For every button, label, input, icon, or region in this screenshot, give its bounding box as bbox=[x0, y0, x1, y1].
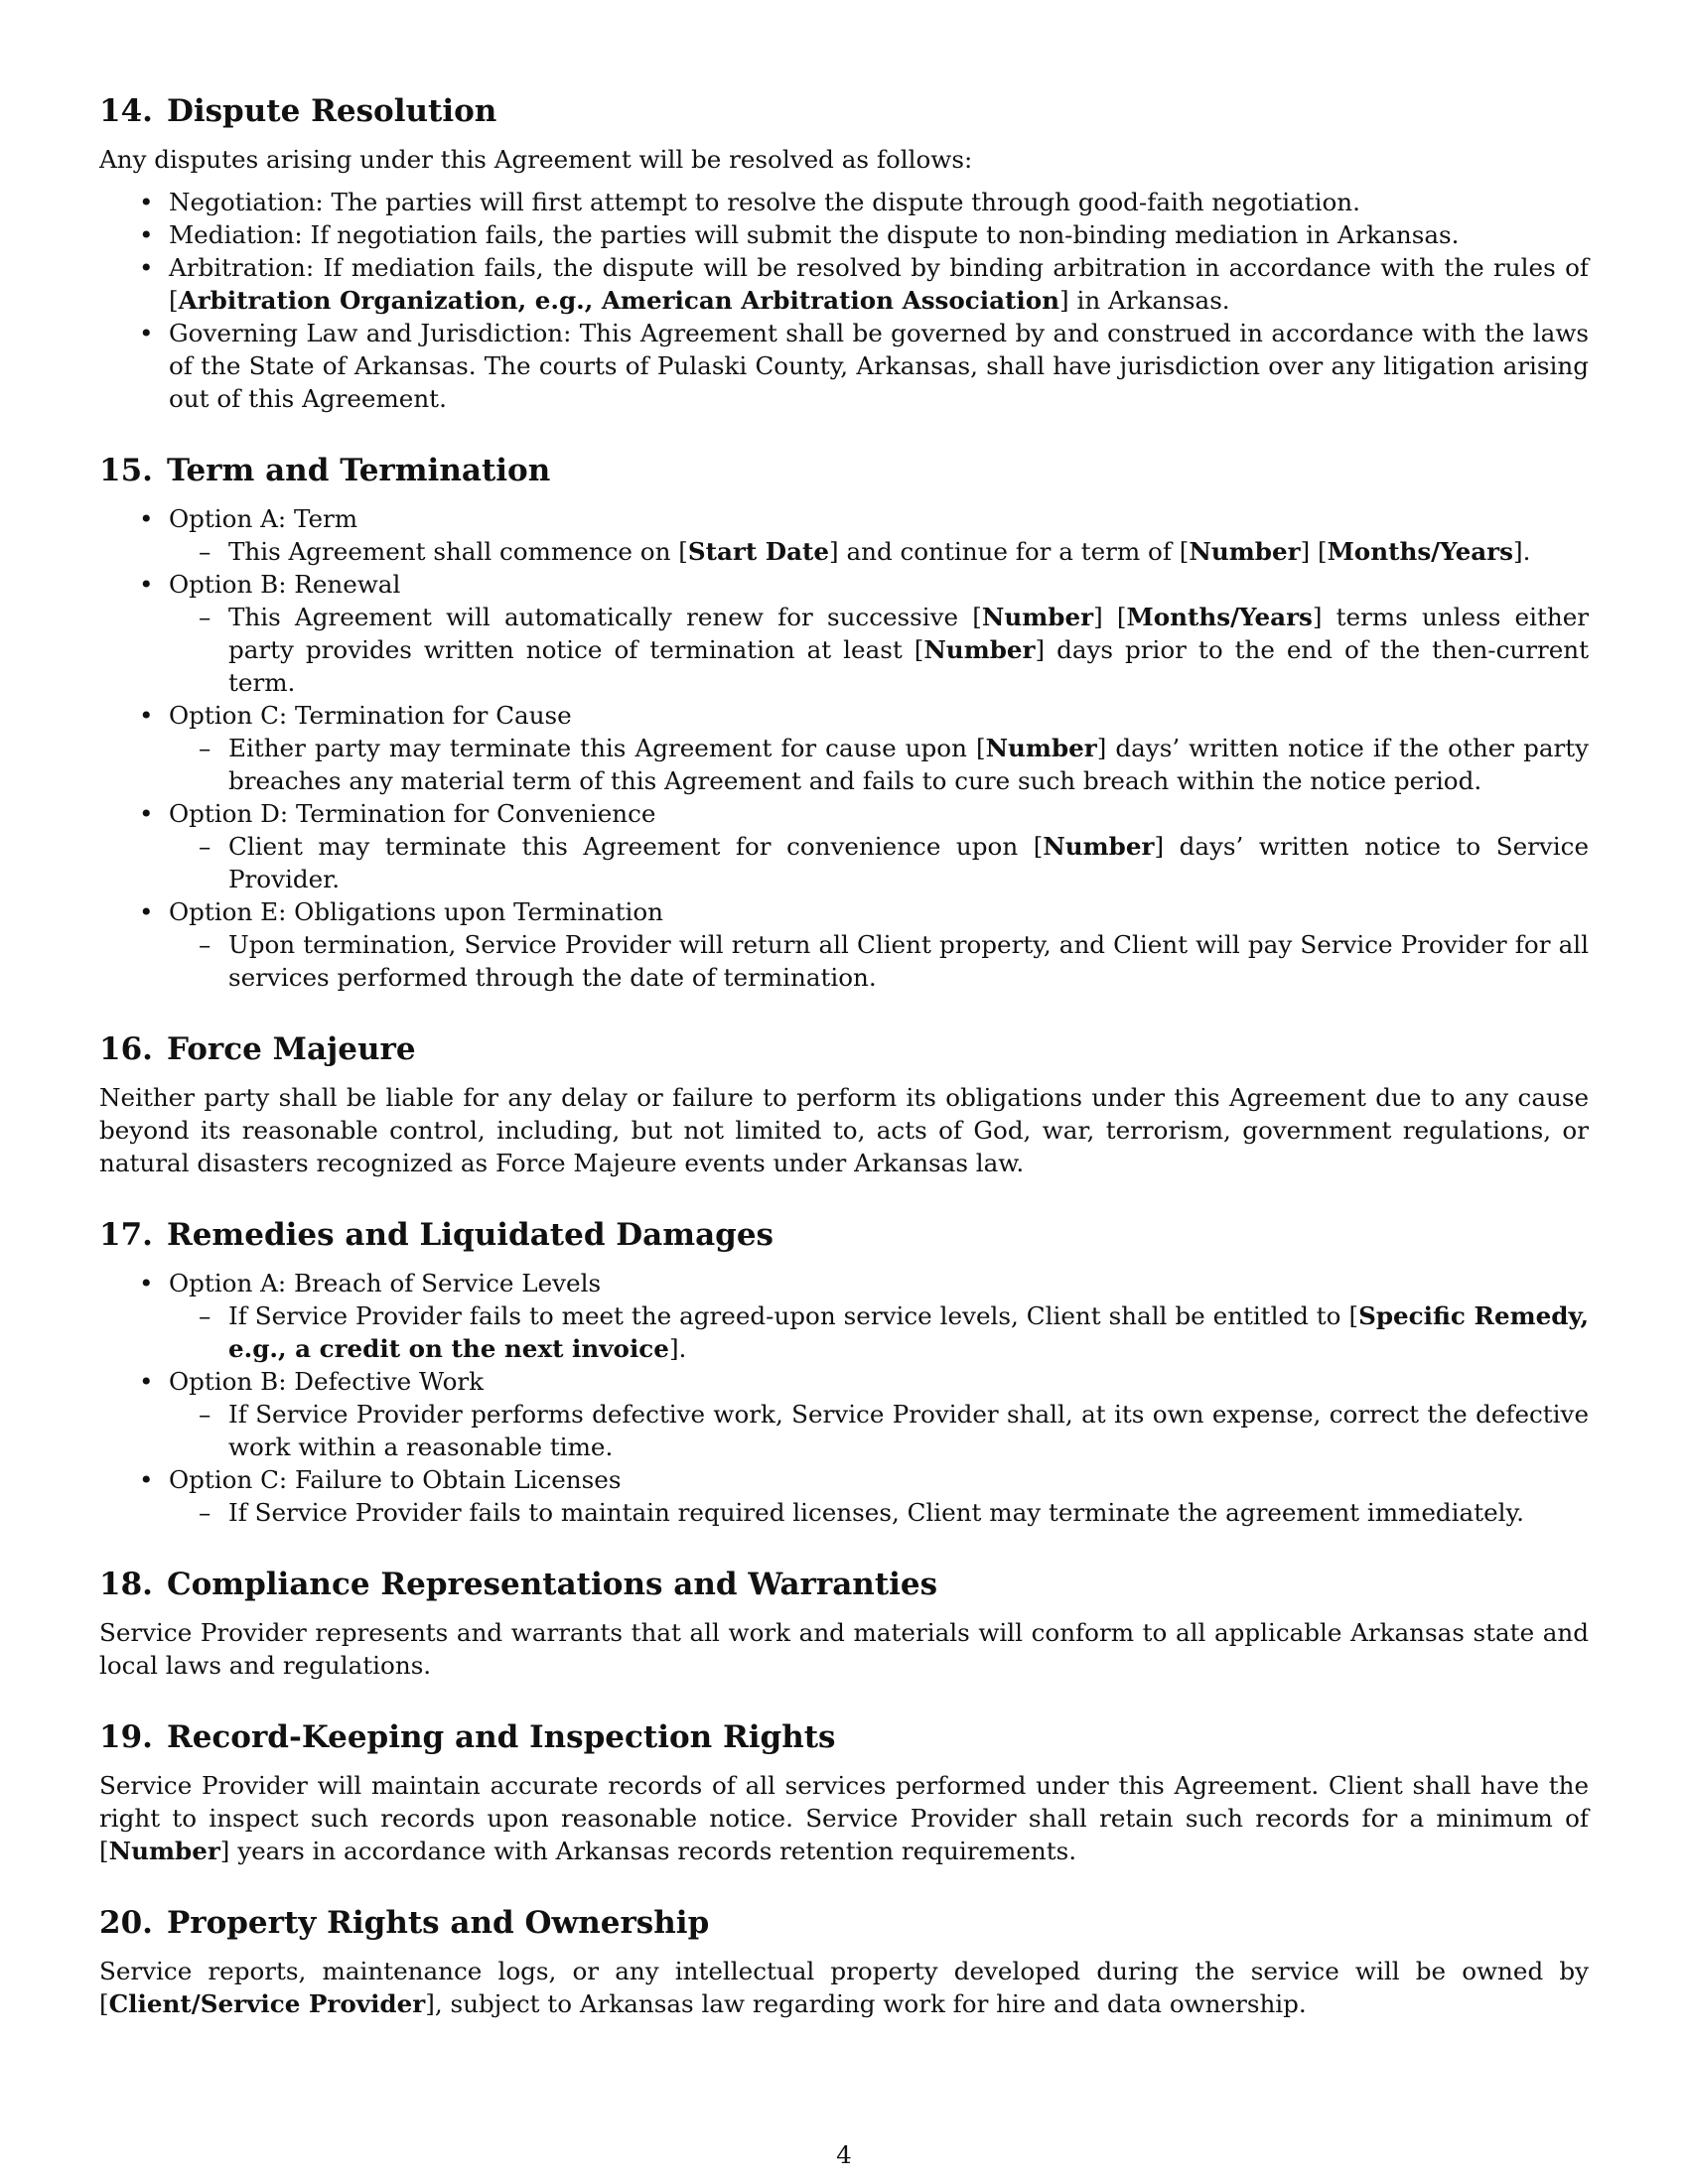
section-number: 14. bbox=[99, 93, 153, 129]
sub-list bbox=[169, 1398, 1589, 1463]
section-title: Term and Termination bbox=[166, 453, 551, 488]
item-text: ] [ bbox=[1093, 603, 1127, 631]
bullet-list bbox=[99, 502, 1589, 994]
option-item bbox=[99, 699, 1589, 797]
item-text: ] [ bbox=[1300, 537, 1328, 566]
placeholder-field: Number bbox=[981, 603, 1094, 631]
item-text: If Service Provider performs defective work, Service Provider shall, at its own expense, correct the defective work within a reasonable time. bbox=[228, 1400, 1589, 1461]
placeholder-field: Months/Years bbox=[1126, 603, 1313, 631]
section-number: 20. bbox=[99, 1905, 153, 1941]
section-record-keeping bbox=[99, 1717, 1589, 1867]
section-title: Dispute Resolution bbox=[166, 93, 497, 129]
sub-item bbox=[169, 732, 1589, 797]
item-text: ] in Arkansas. bbox=[1059, 286, 1230, 315]
section-title: Record-Keeping and Inspection Rights bbox=[166, 1719, 836, 1755]
option-label: Option E: Obligations upon Termination bbox=[169, 897, 663, 926]
section-force-majeure bbox=[99, 1029, 1589, 1179]
section-body: Service Provider represents and warrants that all work and materials will conform to all applicable Arkansas state and local laws and regulations. bbox=[99, 1618, 1589, 1680]
section-number: 18. bbox=[99, 1567, 153, 1602]
option-item bbox=[99, 1365, 1589, 1463]
option-label: Option A: Term bbox=[169, 504, 358, 533]
placeholder-field: Specific Remedy, e.g., a credit on the next invoice bbox=[228, 1301, 1589, 1363]
section-heading bbox=[99, 1717, 1589, 1757]
placeholder-field: Number bbox=[1189, 537, 1301, 566]
option-item bbox=[99, 1267, 1589, 1365]
option-label: Option B: Renewal bbox=[169, 570, 401, 599]
option-item bbox=[99, 895, 1589, 994]
item-text: ] days’ written notice if the other party breaches any material term of this Agreement and fails to cure such breach within the notice period. bbox=[228, 734, 1590, 795]
item-text: ] terms unless either party provides written notice of termination at least [ bbox=[228, 603, 1590, 664]
sub-list bbox=[169, 535, 1589, 568]
section-body bbox=[99, 1955, 1589, 2020]
section-term-termination bbox=[99, 451, 1589, 994]
option-label: Option C: Termination for Cause bbox=[169, 701, 572, 730]
bullet-list bbox=[99, 1267, 1589, 1529]
sub-list bbox=[169, 1496, 1589, 1529]
section-number: 16. bbox=[99, 1031, 153, 1067]
option-item bbox=[99, 1463, 1589, 1529]
bullet-list bbox=[99, 186, 1589, 415]
placeholder-field: Number bbox=[985, 734, 1097, 762]
option-item bbox=[99, 797, 1589, 895]
section-property-rights bbox=[99, 1903, 1589, 2020]
section-heading bbox=[99, 451, 1589, 490]
option-label: Option D: Termination for Convenience bbox=[169, 799, 656, 828]
body-text: Service reports, maintenance logs, or any intellectual property developed during the service will be owned by [ bbox=[99, 1957, 1589, 2018]
list-item: • Mediation: If negotiation fails, the parties will submit the dispute to non-binding mediation in Arkansas. bbox=[99, 218, 1589, 251]
item-text: If Service Provider fails to meet the agreed-upon service levels, Client shall be entitled to [ bbox=[228, 1301, 1359, 1330]
section-number: 15. bbox=[99, 453, 153, 488]
body-text: Service Provider will maintain accurate records of all services performed under this Agreement. Client shall have the right to inspect such records upon reasonable notice. Service Provider shall retain such records for a minimum of [ bbox=[99, 1771, 1589, 1865]
option-label: Option B: Defective Work bbox=[169, 1367, 485, 1396]
item-text: This Agreement shall commence on [ bbox=[228, 537, 688, 566]
section-compliance bbox=[99, 1565, 1589, 1682]
list-item bbox=[99, 251, 1589, 317]
section-heading bbox=[99, 1565, 1589, 1604]
section-heading bbox=[99, 91, 1589, 131]
item-text: Either party may terminate this Agreement for cause upon [ bbox=[228, 734, 986, 762]
sub-item bbox=[169, 928, 1589, 994]
sub-list bbox=[169, 732, 1589, 797]
sub-item bbox=[169, 601, 1589, 699]
list-item: • Governing Law and Jurisdiction: This Agreement shall be governed by and construed in accordance with the laws of the State of Arkansas. The courts of Pulaski County, Arkansas, shall have jurisdiction over any litigation arising out of this Agreement. bbox=[99, 317, 1589, 415]
item-text: ]. bbox=[1512, 537, 1531, 566]
document-page bbox=[99, 91, 1589, 2056]
placeholder-field: Client/Service Provider bbox=[108, 1989, 426, 2018]
section-heading bbox=[99, 1215, 1589, 1255]
item-text: This Agreement will automatically renew for successive [ bbox=[228, 603, 982, 631]
section-remedies bbox=[99, 1215, 1589, 1529]
sub-item bbox=[169, 535, 1589, 568]
item-text: Arbitration: If mediation fails, the dispute will be resolved by binding arbitration in accordance with the rules of [ bbox=[169, 253, 1589, 315]
section-title: Force Majeure bbox=[166, 1031, 416, 1067]
item-text: Client may terminate this Agreement for convenience upon [ bbox=[228, 832, 1044, 861]
sub-item bbox=[169, 1398, 1589, 1463]
section-title: Property Rights and Ownership bbox=[166, 1905, 710, 1941]
item-text: ] and continue for a term of [ bbox=[829, 537, 1190, 566]
sub-item bbox=[169, 1496, 1589, 1529]
placeholder-field: Months/Years bbox=[1327, 537, 1513, 566]
sub-list bbox=[169, 1299, 1589, 1365]
sub-item bbox=[169, 1299, 1589, 1365]
body-text: ] years in accordance with Arkansas records retention requirements. bbox=[219, 1837, 1077, 1865]
page-number: 4 bbox=[836, 2140, 852, 2169]
section-body: Neither party shall be liable for any delay or failure to perform its obligations under this Agreement due to any cause beyond its reasonable control, including, but not limited to, acts of God, war, terrorism, government regulations, or natural disasters recognized as Force Majeure events under Arkansas law. bbox=[99, 1083, 1589, 1177]
section-title: Remedies and Liquidated Damages bbox=[166, 1217, 774, 1253]
placeholder-field: Number bbox=[923, 635, 1036, 664]
option-label: Option A: Breach of Service Levels bbox=[169, 1269, 602, 1297]
section-dispute-resolution bbox=[99, 91, 1589, 415]
sub-item bbox=[169, 830, 1589, 895]
section-number: 19. bbox=[99, 1719, 153, 1755]
placeholder-field: Number bbox=[108, 1837, 220, 1865]
placeholder-field: Arbitration Organization, e.g., American Arbitration Association bbox=[178, 286, 1060, 315]
section-number: 17. bbox=[99, 1217, 153, 1253]
section-title: Compliance Representations and Warranties bbox=[166, 1567, 938, 1602]
item-text: ] days prior to the end of the then-current term. bbox=[228, 635, 1590, 697]
section-intro: Any disputes arising under this Agreement will be resolved as follows: bbox=[99, 145, 973, 174]
item-text: Upon termination, Service Provider will return all Client property, and Client will pay Service Provider for all services performed through the date of termination. bbox=[228, 930, 1589, 992]
section-heading bbox=[99, 1029, 1589, 1069]
option-item bbox=[99, 502, 1589, 568]
list-item: • Negotiation: The parties will first attempt to resolve the dispute through good-faith negotiation. bbox=[99, 186, 1589, 218]
item-text: ] days’ written notice to Service Provider. bbox=[228, 832, 1590, 893]
sub-list bbox=[169, 601, 1589, 699]
sub-list bbox=[169, 830, 1589, 895]
placeholder-field: Start Date bbox=[687, 537, 830, 566]
option-label: Option C: Failure to Obtain Licenses bbox=[169, 1465, 622, 1494]
item-text: If Service Provider fails to maintain required licenses, Client may terminate the agreement immediately. bbox=[228, 1498, 1524, 1527]
sub-list bbox=[169, 928, 1589, 994]
item-text: ]. bbox=[668, 1334, 687, 1363]
placeholder-field: Number bbox=[1043, 832, 1155, 861]
option-item bbox=[99, 568, 1589, 699]
section-heading bbox=[99, 1903, 1589, 1943]
section-body bbox=[99, 1769, 1589, 1867]
body-text: ], subject to Arkansas law regarding work for hire and data ownership. bbox=[425, 1989, 1307, 2018]
